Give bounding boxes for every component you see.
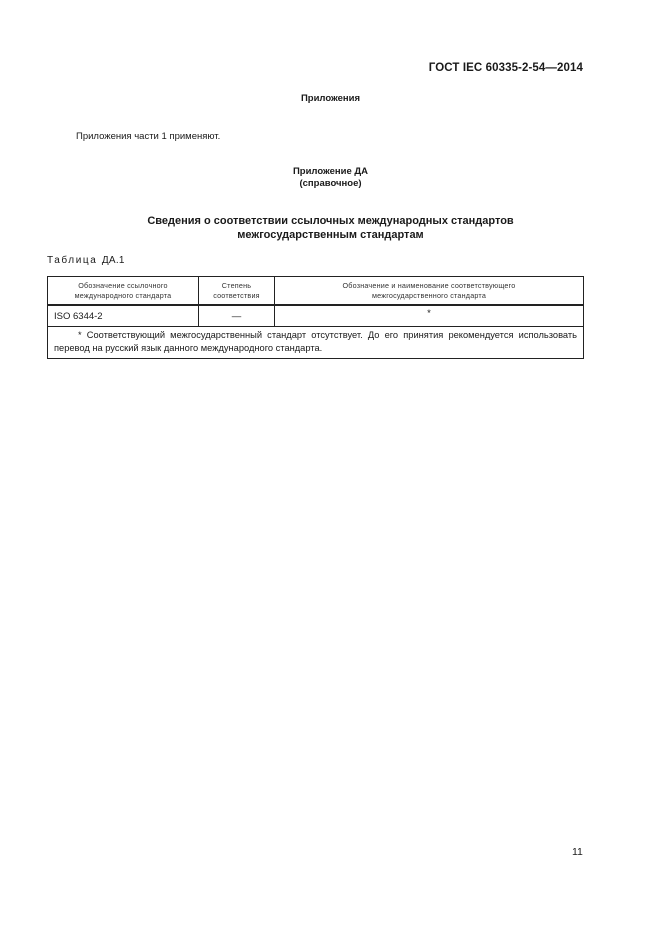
standards-table bbox=[47, 276, 584, 359]
appendices-heading: Приложения bbox=[300, 93, 361, 104]
column-header-standard bbox=[48, 277, 199, 306]
annex-title-block bbox=[0, 166, 661, 190]
cell-standard: ISO 6344-2 bbox=[48, 305, 199, 327]
table-caption-number: ДА.1 bbox=[101, 255, 125, 266]
table-footnote-text: * Соответствующий межгосударственный стандарт отсутствует. До его принятия рекомендуется использовать перевод на русский язык данного международного стандарта. bbox=[54, 330, 577, 353]
annex-subtitle: (справочное) bbox=[299, 178, 362, 189]
table-caption-word: Таблица bbox=[47, 255, 98, 266]
annex-heading-line1: Сведения о соответствии ссылочных международных стандартов bbox=[147, 215, 514, 227]
column-header-designation-line2: межгосударственного стандарта bbox=[371, 290, 487, 300]
document-code: ГОСТ IEC 60335-2-54—2014 bbox=[428, 62, 583, 74]
column-header-designation bbox=[275, 277, 584, 306]
column-header-standard-line2: международного стандарта bbox=[74, 290, 172, 300]
column-header-designation-line1: Обозначение и наименование соответствующего bbox=[342, 280, 516, 290]
cell-designation: * bbox=[275, 305, 584, 327]
cell-degree: — bbox=[199, 305, 275, 327]
page-number: 11 bbox=[572, 846, 583, 858]
column-header-standard-line1: Обозначение ссылочного bbox=[78, 280, 168, 290]
appendices-intro-text: Приложения части 1 применяют. bbox=[76, 131, 221, 142]
annex-heading-line2: межгосударственным стандартам bbox=[237, 229, 424, 241]
table-caption bbox=[47, 255, 125, 266]
annex-heading-block bbox=[0, 214, 661, 242]
table-header-row bbox=[48, 277, 584, 306]
table-footnote-row bbox=[48, 327, 584, 359]
column-header-degree-line1: Степень bbox=[221, 280, 252, 290]
column-header-degree-line2: соответствия bbox=[213, 290, 260, 300]
column-header-degree bbox=[199, 277, 275, 306]
table-row bbox=[48, 305, 584, 327]
table-footnote bbox=[48, 327, 584, 359]
annex-title: Приложение ДА bbox=[292, 166, 369, 177]
